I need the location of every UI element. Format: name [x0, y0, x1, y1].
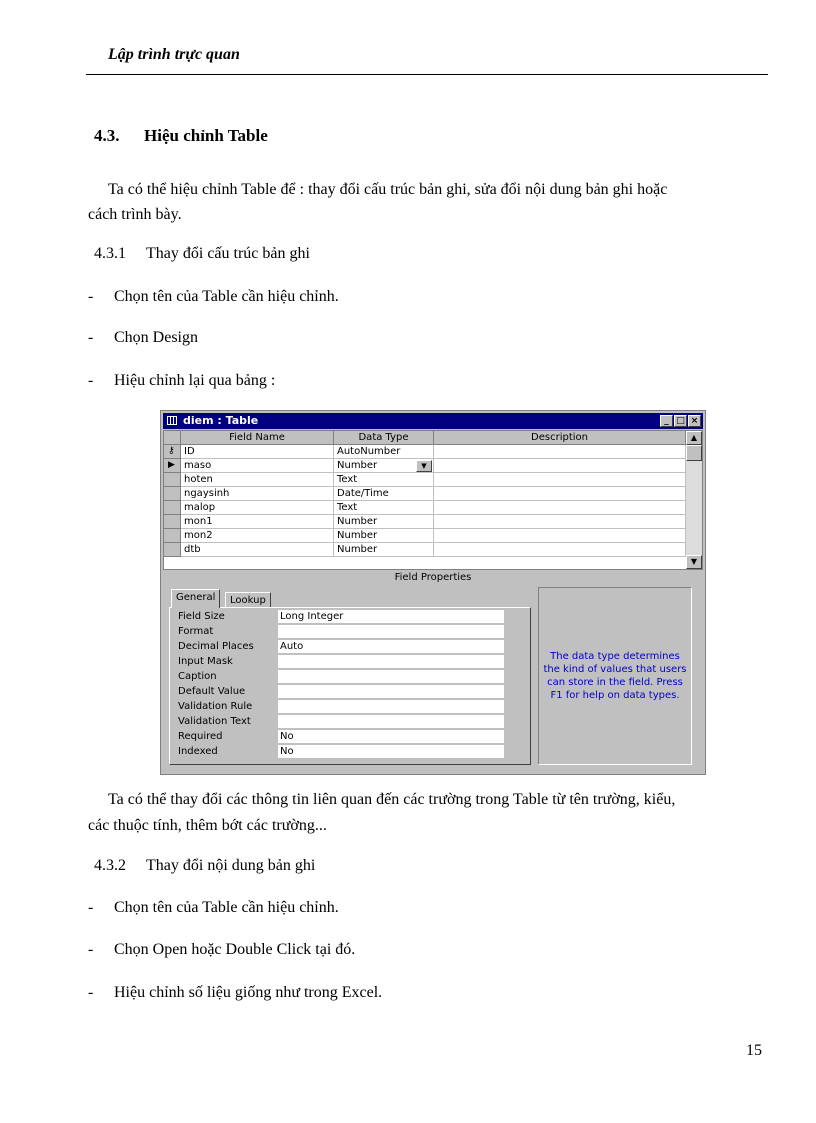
bullet-dash: - [88, 372, 94, 389]
scroll-down-icon[interactable]: ▼ [686, 555, 702, 569]
grid-header-row [164, 431, 686, 445]
field-properties-label: Field Properties [394, 572, 472, 583]
vertical-scrollbar[interactable] [686, 431, 702, 569]
row-selector[interactable] [164, 459, 181, 473]
intro-line-1: Ta có thể hiệu chỉnh Table để : thay đổi cấu trúc bản ghi, sửa đổi nội dung bản ghi hoặc [108, 181, 668, 198]
tab-lookup[interactable]: Lookup [225, 592, 271, 608]
row-selector[interactable] [164, 515, 181, 529]
description-cell[interactable] [434, 487, 686, 501]
data-type-cell[interactable]: Number [334, 543, 434, 557]
after-line-1: Ta có thể thay đổi các thông tin liên quan đến các trường trong Table từ tên trường, kiểu, [108, 791, 676, 808]
property-value[interactable] [278, 655, 504, 669]
help-text-box [538, 587, 692, 765]
tab-general[interactable]: General [171, 589, 220, 608]
bullet-dash: - [88, 899, 94, 916]
bullet-text: Chọn tên của Table cần hiệu chỉnh. [114, 899, 339, 916]
bullet-dash: - [88, 941, 94, 958]
section-number: 4.3. [94, 126, 120, 145]
data-type-cell[interactable]: Number [334, 459, 434, 473]
data-type-cell[interactable]: Text [334, 473, 434, 487]
row-selector-header [164, 431, 181, 445]
row-selector[interactable] [164, 543, 181, 557]
description-cell[interactable] [434, 445, 686, 459]
bullet-dash: - [88, 288, 94, 305]
column-header-data-type[interactable]: Data Type [334, 431, 434, 445]
field-grid [163, 430, 703, 570]
description-cell[interactable] [434, 515, 686, 529]
minimize-button[interactable]: _ [660, 415, 673, 427]
dropdown-arrow-icon[interactable]: ▼ [416, 460, 432, 472]
data-type-cell[interactable]: Date/Time [334, 487, 434, 501]
subsection-title: Thay đổi cấu trúc bản ghi [146, 245, 310, 262]
property-label: Validation Rule [178, 701, 253, 712]
subsection-number: 4.3.2 [94, 857, 126, 874]
field-name-cell[interactable]: ngaysinh [181, 487, 334, 501]
property-label: Decimal Places [178, 641, 254, 652]
property-value[interactable] [278, 625, 504, 639]
bullet-text: Chọn Open hoặc Double Click tại đó. [114, 941, 356, 958]
row-selector[interactable] [164, 487, 181, 501]
maximize-button[interactable]: □ [674, 415, 687, 427]
data-type-cell[interactable]: Number [334, 529, 434, 543]
general-properties-panel [169, 607, 531, 765]
property-label: Input Mask [178, 656, 233, 667]
table-icon [167, 416, 177, 425]
data-type-cell[interactable]: Number [334, 515, 434, 529]
property-label: Field Size [178, 611, 225, 622]
description-cell[interactable] [434, 529, 686, 543]
field-name-cell[interactable]: mon1 [181, 515, 334, 529]
table-row[interactable] [164, 501, 686, 515]
description-cell[interactable] [434, 459, 686, 473]
close-button[interactable]: × [688, 415, 701, 427]
column-header-description[interactable]: Description [434, 431, 686, 445]
subsection-title: Thay đổi nội dung bản ghi [146, 857, 316, 874]
bullet-text: Chọn tên của Table cần hiệu chỉnh. [114, 288, 339, 305]
property-value[interactable] [278, 715, 504, 729]
page-number: 15 [746, 1042, 762, 1059]
data-type-cell[interactable]: AutoNumber [334, 445, 434, 459]
column-header-field-name[interactable]: Field Name [181, 431, 334, 445]
row-selector[interactable] [164, 529, 181, 543]
intro-line-2: cách trình bày. [88, 206, 182, 223]
table-design-window [160, 410, 706, 775]
table-row[interactable] [164, 473, 686, 487]
running-header: Lập trình trực quan [108, 46, 240, 63]
data-type-cell[interactable]: Text [334, 501, 434, 515]
table-row[interactable] [164, 487, 686, 501]
after-line-2: các thuộc tính, thêm bớt các trường... [88, 817, 327, 834]
scroll-thumb[interactable] [686, 445, 702, 461]
field-name-cell[interactable]: hoten [181, 473, 334, 487]
property-value[interactable] [278, 685, 504, 699]
property-value[interactable] [278, 670, 504, 684]
description-cell[interactable] [434, 473, 686, 487]
window-titlebar[interactable] [163, 413, 703, 429]
bullet-dash: - [88, 984, 94, 1001]
field-name-cell[interactable]: ID [181, 445, 334, 459]
bullet-text: Hiệu chỉnh lại qua bảng : [114, 372, 276, 389]
table-row[interactable] [164, 445, 686, 459]
property-label: Default Value [178, 686, 246, 697]
field-name-cell[interactable]: maso [181, 459, 334, 473]
description-cell[interactable] [434, 543, 686, 557]
row-selector[interactable] [164, 445, 181, 459]
bullet-text: Hiệu chỉnh số liệu giống như trong Excel. [114, 984, 383, 1001]
property-value[interactable] [278, 700, 504, 714]
section-title [94, 126, 268, 146]
primary-key-icon: ⚷ [168, 446, 175, 456]
field-name-cell[interactable]: dtb [181, 543, 334, 557]
current-row-arrow-icon: ▶ [168, 460, 175, 470]
header-rule [86, 74, 768, 75]
field-name-cell[interactable]: mon2 [181, 529, 334, 543]
help-text: The data type determines the kind of values that users can store in the field. Press F1 for help on data types. [543, 651, 687, 701]
property-label: Indexed [178, 746, 218, 757]
property-label: Caption [178, 671, 217, 682]
property-label: Validation Text [178, 716, 251, 727]
row-selector[interactable] [164, 473, 181, 487]
property-value[interactable]: Long Integer [278, 610, 504, 624]
bullet-text: Chọn Design [114, 329, 198, 346]
scroll-up-icon[interactable]: ▲ [686, 431, 702, 445]
window-title: diem : Table [183, 414, 259, 427]
section-title-text: Hiệu chỉnh Table [144, 126, 268, 145]
subsection-heading-1 [94, 245, 310, 263]
bullet-dash: - [88, 329, 94, 346]
property-value[interactable]: No [278, 730, 504, 744]
row-selector[interactable] [164, 501, 181, 515]
table-row[interactable] [164, 515, 686, 529]
property-value[interactable]: No [278, 745, 504, 759]
property-label: Format [178, 626, 214, 637]
property-label: Required [178, 731, 223, 742]
subsection-heading-2 [94, 857, 315, 875]
field-name-cell[interactable]: malop [181, 501, 334, 515]
subsection-number: 4.3.1 [94, 245, 126, 262]
property-value[interactable]: Auto [278, 640, 504, 654]
description-cell[interactable] [434, 501, 686, 515]
table-row[interactable] [164, 459, 686, 473]
table-row[interactable] [164, 543, 686, 557]
table-row[interactable] [164, 529, 686, 543]
